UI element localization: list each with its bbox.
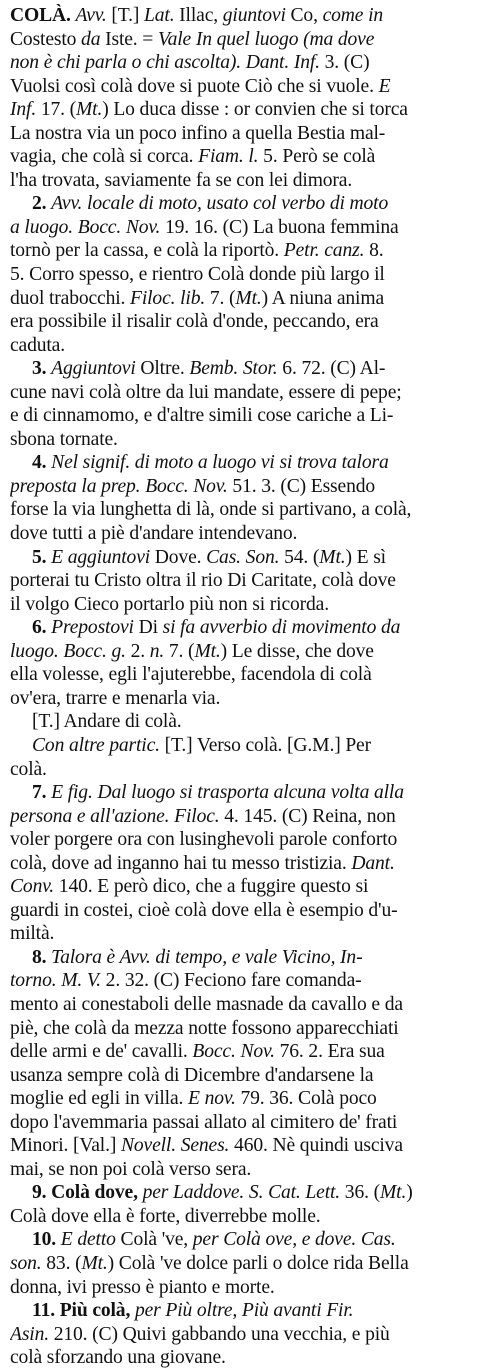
entry-line (10, 1205, 470, 1229)
entry-italic-text: Aggiuntovi (51, 358, 136, 380)
entry-text: ) Colà 've dolce parli o dolce rida Bella (107, 1252, 409, 1274)
entry-italic-text: Mt. (319, 546, 346, 568)
entry-text: duol trabocchi. (10, 287, 131, 309)
entry-text: piè, che colà da mezza notte fossono apparecchiati (10, 1017, 399, 1039)
entry-text: 6. 72. (C) Al- (277, 358, 386, 380)
entry-text: Minori. [Val.] (10, 1135, 121, 1157)
entry-text: miltà. (10, 923, 55, 945)
entry-italic-text: E aggiuntovi (51, 546, 151, 568)
entry-italic-text: E nov. (188, 1088, 236, 1110)
entry-text: l'ha trovata, saviamente fa se con lei dimora. (10, 169, 353, 191)
entry-line (10, 451, 470, 475)
entry-italic-text: Filoc. (174, 805, 220, 827)
entry-italic-text: Mt. (235, 287, 262, 309)
entry-line (10, 475, 470, 499)
entry-italic-text: Inf. (10, 99, 37, 121)
entry-line (10, 616, 470, 640)
entry-line (10, 1040, 470, 1064)
entry-text: Costesto (10, 28, 82, 50)
entry-text: colà, dove ad inganno hai tu messo tristizia. (10, 852, 352, 874)
entry-line (10, 1111, 470, 1135)
entry-text: 17. ( (36, 99, 76, 121)
entry-italic-text: son. (10, 1252, 42, 1274)
entry-text: 460. Nè quindi usciva (229, 1135, 403, 1157)
entry-line (10, 1017, 470, 1041)
entry-text: vagia, che colà si corca. (10, 146, 199, 168)
entry-italic-text: E detto (60, 1229, 116, 1251)
entry-text: caduta. (10, 334, 65, 356)
entry-text: 83. ( (41, 1252, 82, 1274)
entry-italic-text: giuntovi (222, 5, 286, 26)
entry-text: 140. E però dico, che a fuggire questo si (54, 876, 369, 898)
entry-line (10, 546, 470, 570)
entry-section-number: 7. (32, 782, 52, 804)
entry-italic-text: preposta la prep. (10, 475, 141, 497)
entry-italic-text: Con altre partic. (32, 734, 160, 756)
entry-text: 51. 3. (C) Essendo (227, 475, 376, 497)
entry-italic-text: Avv. locale di moto, usato col verbo di moto (51, 193, 389, 215)
entry-text: Colà dove ella è forte, diverrebbe molle. (10, 1205, 321, 1227)
entry-text: 2. (125, 640, 150, 662)
entry-line (10, 1323, 470, 1347)
entry-text: 4. 145. (C) Reina, non (219, 805, 396, 827)
entry-italic-text: M. V. (61, 970, 101, 992)
entry-italic-text: Mt. (379, 1182, 407, 1204)
entry-text: Illac, (174, 5, 223, 26)
entry-italic-text: Bocc. Nov. (77, 216, 161, 238)
entry-text: cune navi colà oltre da lui mandate, essere di pepe; (10, 381, 402, 403)
entry-text: Oltre. (135, 358, 190, 380)
entry-line (10, 4, 470, 28)
entry-section-number: 6. (32, 617, 52, 639)
entry-text: ) (406, 1182, 413, 1204)
entry-text: 8. (364, 240, 384, 262)
entry-text: 79. 36. Colà poco (235, 1088, 377, 1110)
entry-italic-text: Mt. (194, 640, 221, 662)
entry-text: sbona tornate. (10, 428, 118, 450)
entry-text: delle armi e de' cavalli. (10, 1041, 193, 1063)
entry-text: 76. 2. Era sua (274, 1041, 385, 1063)
entry-section-number: 10. (32, 1229, 61, 1251)
entry-line (10, 828, 470, 852)
entry-text: 5. Però se colà (258, 146, 376, 168)
entry-line (10, 875, 470, 899)
entry-line (10, 993, 470, 1017)
entry-italic-text: luogo. (10, 640, 59, 662)
entry-line (10, 98, 470, 122)
entry-line (10, 334, 470, 358)
entry-italic-text: E (378, 75, 391, 97)
entry-text: ) E sì (345, 546, 386, 568)
entry-italic-text: Vale In quel luogo (ma dove (157, 28, 375, 50)
entry-text: [T.] Andare di colà. (32, 711, 182, 733)
entry-text: Co, (285, 5, 323, 26)
entry-section-number: 5. (32, 546, 52, 568)
entry-italic-text: per Colà ove, e dove. Cas. (192, 1229, 396, 1251)
entry-line (10, 1087, 470, 1111)
entry-line (10, 145, 470, 169)
entry-italic-text: da (81, 28, 101, 50)
entry-line (10, 1252, 470, 1276)
entry-line (10, 922, 470, 946)
entry-text: donna, ivi presso è pianto e morte. (10, 1276, 275, 1298)
entry-text: 210. (C) Quivi gabbando una vecchia, e più (48, 1323, 390, 1345)
entry-line (10, 758, 470, 782)
entry-line (10, 239, 470, 263)
entry-italic-text: Bocc. g. (63, 640, 126, 662)
entry-line (10, 1228, 470, 1252)
entry-italic-text: Prepostovi (51, 617, 134, 639)
entry-text: guardi in costei, cioè colà dove ella è esempio d'u- (10, 899, 398, 921)
entry-line (10, 569, 470, 593)
entry-italic-text: Lat. (144, 5, 175, 26)
entry-line (10, 357, 470, 381)
entry-line (10, 687, 470, 711)
entry-line (10, 899, 470, 923)
entry-text: Dove. (150, 546, 207, 568)
entry-text: mai, se non poi colà verso sera. (10, 1158, 252, 1180)
entry-italic-text: Fiam. l. (198, 146, 259, 168)
entry-text: [T.] (106, 5, 144, 26)
entry-italic-text: non è chi parla o chi ascolta). (10, 52, 241, 74)
entry-text: 3. (C) (319, 52, 370, 74)
entry-line (10, 1346, 470, 1370)
entry-line (10, 122, 470, 146)
entry-text: colà. (10, 758, 47, 780)
entry-italic-text: Bocc. Nov. (192, 1041, 275, 1063)
entry-italic-text: si fa avverbio di movimento da (162, 617, 401, 639)
entry-text: 2. 32. (C) Feciono fare comanda- (100, 970, 362, 992)
entry-italic-text: Novell. Senes. (120, 1135, 230, 1157)
entry-text: il volgo Cieco portarlo più non si ricorda. (10, 593, 329, 615)
entry-section-number: 11. Più colà, (32, 1300, 131, 1322)
entry-italic-text: Dant. (351, 852, 395, 874)
entry-section-number: 3. (32, 358, 52, 380)
entry-italic-text: Conv. (10, 876, 55, 898)
entry-line (10, 498, 470, 522)
entry-line (10, 28, 470, 52)
entry-italic-text: Filoc. lib. (130, 287, 206, 309)
entry-line (10, 263, 470, 287)
entry-italic-text: Nel signif. di moto a luogo vi si trova talora (51, 452, 389, 474)
entry-italic-text: a luogo. (10, 216, 74, 238)
entry-text: La nostra via un poco infino a quella Bestia mal- (10, 122, 386, 144)
entry-text: ov'era, trarre e menarla via. (10, 687, 221, 709)
entry-text: tornò per la cassa, e colà la riportò. (10, 240, 284, 262)
entry-italic-text: Petr. canz. (283, 240, 365, 262)
entry-line (10, 593, 470, 617)
entry-italic-text: torno. (10, 970, 57, 992)
entry-text: ) Le disse, che dove (220, 640, 374, 662)
entry-italic-text: Avv. (75, 5, 107, 26)
entry-section-number: 2. (32, 193, 52, 215)
entry-text: dopo l'avemmaria passai allato al cimitero de' frati (10, 1111, 398, 1133)
entry-section-number: 9. Colà dove, (32, 1182, 138, 1204)
entry-text: 7. ( (205, 287, 236, 309)
entry-italic-text: E fig. Dal luogo si trasporta alcuna volta alla (51, 782, 404, 804)
entry-text: Iste. = (100, 28, 158, 50)
entry-italic-text: n. (149, 640, 165, 662)
entry-section-number: 4. (32, 452, 52, 474)
entry-line (10, 51, 470, 75)
entry-text: colà sforzando una giovane. (10, 1347, 226, 1369)
entry-line (10, 1276, 470, 1300)
entry-text: ella volesse, egli l'ajuterebbe, facendola di colà (10, 664, 372, 686)
entry-line (10, 1299, 470, 1323)
entry-line (10, 381, 470, 405)
entry-line (10, 310, 470, 334)
entry-text: Vuolsi così colà dove si puote Ciò che si vuole. (10, 75, 379, 97)
entry-line (10, 1181, 470, 1205)
entry-line (10, 663, 470, 687)
entry-text: moglie ed egli in villa. (10, 1088, 188, 1110)
entry-italic-text: come in (322, 5, 384, 26)
entry-line (10, 710, 470, 734)
entry-text: era possibile il risalir colà d'onde, peccando, era (10, 311, 379, 333)
entry-text: dove tutti a piè d'andare intendevano. (10, 523, 298, 545)
entry-line (10, 404, 470, 428)
entry-text: Di (133, 617, 163, 639)
entry-text: 19. 16. (C) La buona femmina (160, 216, 399, 238)
entry-text: mento ai conestaboli delle masnade da cavallo e da (10, 993, 403, 1015)
entry-text: usanza sempre colà di Dicembre d'andarsene la (10, 1064, 374, 1086)
entry-line (10, 781, 470, 805)
entry-line (10, 946, 470, 970)
entry-text: ) A niuna anima (261, 287, 384, 309)
entry-line (10, 75, 470, 99)
entry-line (10, 805, 470, 829)
entry-text: 7. ( (164, 640, 195, 662)
entry-line (10, 734, 470, 758)
entry-text: Colà 've, (115, 1229, 193, 1251)
entry-italic-text: Cas. Son. (206, 546, 280, 568)
entry-line (10, 640, 470, 664)
entry-line (10, 169, 470, 193)
entry-line (10, 969, 470, 993)
entry-italic-text: per Più oltre, Più avanti Fir. (134, 1300, 354, 1322)
entry-line (10, 1158, 470, 1182)
entry-text: ) Lo duca disse : or convien che si torca (102, 99, 408, 121)
entry-italic-text: per Laddove. S. Cat. Lett. (142, 1182, 341, 1204)
entry-text: 36. ( (340, 1182, 380, 1204)
entry-italic-text: Bocc. Nov. (145, 475, 228, 497)
entry-line (10, 428, 470, 452)
entry-line (10, 287, 470, 311)
entry-italic-text: Bemb. Stor. (189, 358, 278, 380)
entry-text: 54. ( (279, 546, 320, 568)
entry-text: e di cinnamomo, e d'altre simili cose cariche a Li- (10, 405, 394, 427)
entry-text: 5. Corro spesso, e rientro Colà donde più largo il (10, 264, 385, 286)
entry-line (10, 522, 470, 546)
entry-italic-text: persona e all'azione. (10, 805, 170, 827)
entry-line (10, 1064, 470, 1088)
entry-text: forse la via lunghetta di là, onde si partivano, a colà, (10, 499, 412, 521)
entry-text: [T.] Verso colà. [G.M.] Per (159, 734, 371, 756)
entry-line (10, 216, 470, 240)
entry-italic-text: Talora è Avv. di tempo, e vale Vicino, In- (51, 946, 363, 968)
entry-text: porterai tu Cristo oltra il rio Di Caritate, colà dove (10, 570, 396, 592)
entry-italic-text: Mt. (81, 1252, 108, 1274)
entry-italic-text: Dant. Inf. (245, 52, 320, 74)
entry-line (10, 192, 470, 216)
entry-italic-text: Asin. (10, 1323, 49, 1345)
entry-line (10, 852, 470, 876)
entry-line (10, 1134, 470, 1158)
entry-text: voler porgere ora con lusinghevoli parole conforto (10, 829, 398, 851)
entry-section-number: COLÀ. (10, 5, 71, 26)
entry-section-number: 8. (32, 946, 52, 968)
entry-italic-text: Mt. (76, 99, 103, 121)
